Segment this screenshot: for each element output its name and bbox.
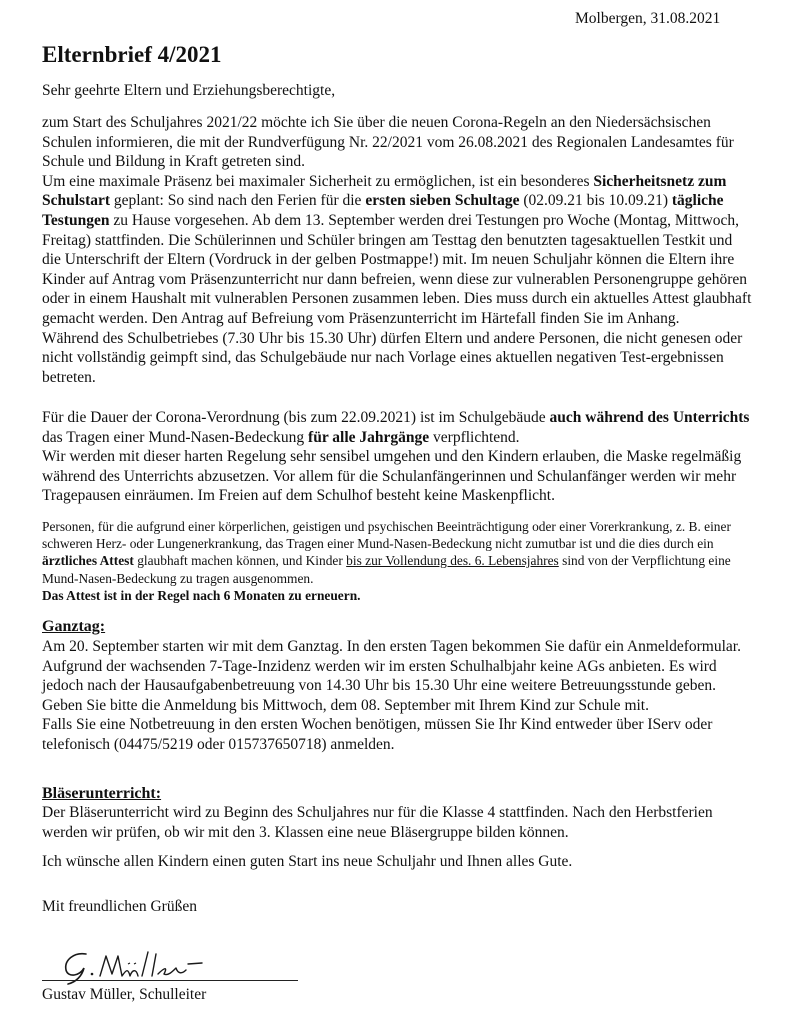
school-hours-text: Während des Schulbetriebes (7.30 Uhr bis 15.30 Uhr) dürfen Eltern und andere Personen, die nicht genesen oder nicht vollständig geimpft sind, das Schulgebäude nur nach Vorlage eines aktuellen negativen Test-ergebnissen betreten. (42, 329, 743, 386)
blaeser-heading: Bläserunterricht: (42, 785, 162, 802)
all-grades-emphasis: für alle Jahrgänge (308, 428, 430, 446)
exemption-text-3: sind von der Verpflichtung eine Mund-Nasen-Bedeckung zu tragen ausgenommen. (42, 553, 731, 586)
emergency-care-text: Falls Sie eine Notbetreuung in den ersten Wochen benötigen, müssen Sie Ihr Kind entweder über IServ oder telefonisch (04475/5219 oder 015737650718) anmelden. (42, 716, 713, 753)
certificate-renewal-note: Das Attest ist in der Regel nach 6 Monaten zu erneuern. (42, 587, 361, 603)
safety-net-text: Um eine maximale Präsenz bei maximaler Sicherheit zu ermöglichen, ist ein besonderes (42, 172, 594, 190)
blaeser-paragraph: Der Bläserunterricht wird zu Beginn des Schuljahres nur für die Klasse 4 stattfinden. Nach den Herbstferien werden wir prüfen, ob wir mit den 3. Klassen eine neue Bläsergruppe bilden können. (42, 804, 713, 841)
closing-greeting: Mit freundlichen Grüßen (42, 898, 197, 915)
exemption-text-2: glaubhaft machen können, und Kinder (133, 553, 347, 569)
corona-rules-paragraph (42, 113, 754, 387)
ganztag-heading: Ganztag: (42, 618, 106, 635)
mask-rules-paragraph (42, 408, 754, 506)
good-wishes: Ich wünsche allen Kindern einen guten Start ins neue Schuljahr und Ihnen alles Gute. (42, 853, 573, 870)
first-days-emphasis: ersten sieben Schultage (365, 192, 520, 210)
mask-text-3: verpflichtend. (429, 428, 520, 446)
medical-certificate-emphasis: ärztliches Attest (42, 553, 134, 569)
letter-title: Elternbrief 4/2021 (42, 42, 222, 67)
mask-text: Für die Dauer der Corona-Verordnung (bis zum 22.09.2021) ist im Schulgebäude (42, 409, 550, 426)
mask-text-2: das Tragen einer Mund-Nasen-Bedeckung (42, 428, 309, 446)
ganztag-paragraph (42, 637, 754, 755)
salutation: Sehr geehrte Eltern und Erziehungsberechtigte, (42, 82, 336, 99)
mask-breaks-text: Wir werden mit dieser harten Regelung sehr sensibel umgehen und den Kindern erlauben, die Maske regelmäßig während des Unterrichts abzusetzen. Vor allem für die Schulanfängerinnen und Schulanfänger werden wir mehr Tragepausen einräumen. Im Freien auf dem Schulhof besteht keine Maskenpflicht. (42, 448, 742, 505)
signatory-name: Gustav Müller, Schulleiter (42, 986, 207, 1003)
letter-date: Molbergen, 31.08.2021 (575, 10, 721, 27)
testing-details-text: zu Hause vorgesehen. Ab dem 13. September werden drei Testungen pro Woche (Montag, Mittwoch, Freitag) stattfinden. Die Schülerinnen und Schüler bringen am Testtag den benutzten tagesaktuellen Testkit und die Unterschrift der Eltern (Vordruck in der gelben Postmappe!) mit. Im neuen Schuljahr können die Eltern ihre Kinder auf Antrag vom Präsenzunterricht nur dann befreien, wenn diese zur vulnerablen Personengruppe gehören oder in einem Haushalt mit vulnerablen Personen zusammen leben. Dies muss durch ein aktuelles Attest glaubhaft gemacht werden. Den Antrag auf Befreiung vom Präsenzunterricht im Härtefall finden Sie im Anhang. (42, 211, 752, 327)
exemption-text: Personen, für die aufgrund einer körperlichen, geistigen und psychischen Beeinträchtigung oder einer Vorerkrankung, z. B. einer schweren Herz- oder Lungenerkrankung, das Tragen einer Mund-Nasen-Bedeckung nicht zumutbar ist und die dies durch ein (42, 519, 731, 552)
safety-net-emphasis: Sicherheitsnetz zum Schulstart (42, 172, 727, 210)
safety-net-text-2: geplant: So sind nach den Ferien für die (110, 192, 366, 210)
ganztag-text: Am 20. September starten wir mit dem Ganztag. In den ersten Tagen bekommen Sie dafür ein Anmeldeformular. Aufgrund der wachsenden 7-Tage-Inzidenz werden wir im ersten Schulhalbjahr keine AGs anbieten. Es wird jedoch nach der Hausaufgabenbetreuung von 14.30 Uhr bis 15.30 Uhr eine weitere Betreuungsstunde geben. Geben Sie bitte die Anmeldung bis Mittwoch, dem 08. September mit Ihrem Kind zur Schule mit. (42, 638, 741, 714)
daily-tests-emphasis: tägliche Testungen (42, 192, 724, 229)
signature-line (42, 980, 298, 981)
exemption-paragraph (42, 518, 758, 604)
mask-emphasis: auch während des Unterrichts (549, 409, 750, 426)
date-range-text: (02.09.21 bis 10.09.21) (519, 192, 672, 210)
age-limit-underlined: bis zur Vollendung des. 6. Lebensjahres (346, 553, 559, 569)
intro-text: zum Start des Schuljahres 2021/22 möchte ich Sie über die neuen Corona-Regeln an den Niedersächsischen Schulen informieren, die mit der Rundverfügung Nr. 22/2021 vom 26.08.2021 des Regionalen Landesamtes für Schule und Bildung in Kraft getreten sind. (42, 114, 734, 171)
